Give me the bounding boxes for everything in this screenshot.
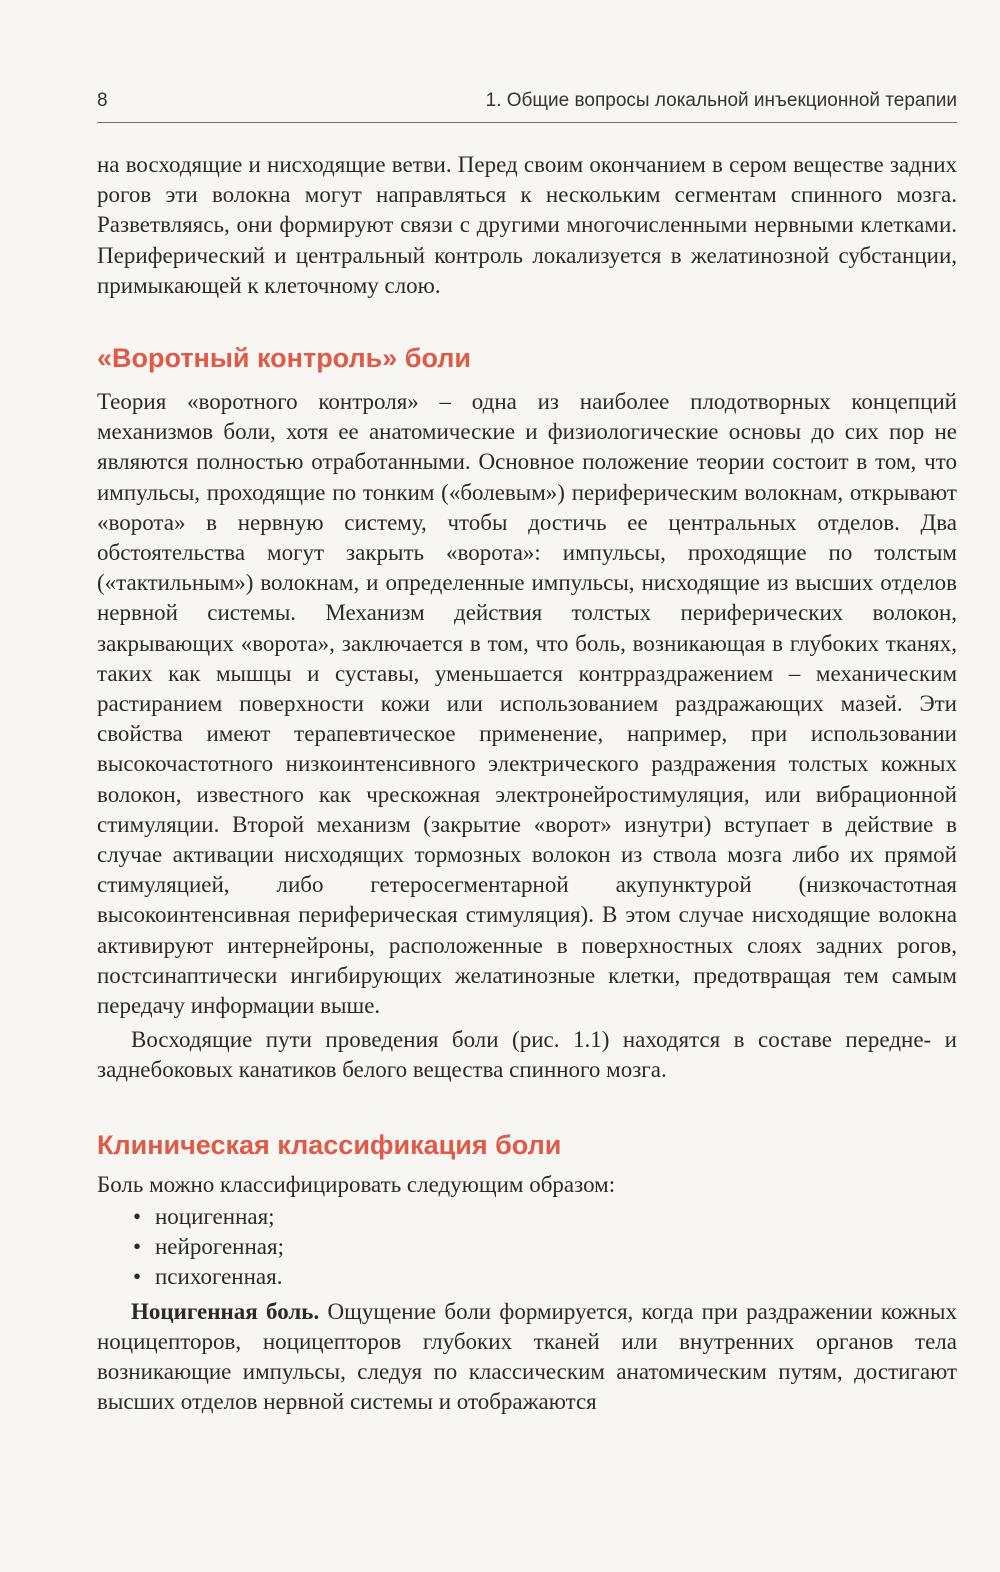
gate-control-paragraph: Теория «воротного контроля» – одна из наиболее плодотворных концепций механизмов боли, хотя ее анатомические и физиологические основы до сих пор не являются полностью отработанными. Основное положение теории состоит в том, что импульсы, проходящие по тонким («болевым») периферическим волокнам, открывают «ворота» в нервную систему, чтобы достичь ее центральных отделов. Два обстоятельства могут закрыть «ворота»: импульсы, проходящие по толстым («тактильным») волокнам, и определенные импульсы, нисходящие из высших отделов нервной системы. Механизм действия толстых периферических волокон, закрывающих «ворота», заключается в том, что боль, возникающая в глубоких тканях, таких как мышцы и суставы, уменьшается контрраздражением – механическим растиранием поверхности кожи или использованием раздражающих мазей. Эти свойства имеют терапевтическое применение, например, при использовании высокочастотного низкоинтенсивного электрического раздражения толстых кожных волокон, известного как чрескожная электронейростимуляция, или вибрационной стимуляции. Второй механизм (закрытие «ворот» изнутри) вступает в действие в случае активации нисходящих тормозных волокон из ствола мозга либо их прямой стимуляцией, либо гетеросегментарной акупунктурой (низкочастотная высокоинтенсивная периферическая стимуляция). В этом случае нисходящие волокна активируют интернейроны, расположенные в поверхностных слоях задних рогов, постсинаптически ингибирующих желатинозные клетки, предотвращая тем самым передачу информации выше. <box>97 389 957 1019</box>
page-header <box>97 86 957 123</box>
pain-types-list <box>97 1202 957 1293</box>
page-number: 8 <box>97 90 108 111</box>
list-item: • нейрогенная; <box>133 1232 957 1262</box>
term-nociceptive-pain: Ноцигенная боль. <box>131 1298 320 1324</box>
section-heading-classification: Клиническая классификация боли <box>97 1129 562 1160</box>
list-item: • психогенная. <box>133 1262 957 1292</box>
list-item: • ноцигенная; <box>133 1202 957 1232</box>
intro-paragraph: на восходящие и нисходящие ветви. Перед своим окончанием в сером веществе задних рогов эти волокна могут направляться к нескольким сегментам спинного мозга. Разветвляясь, они формируют связи с другими многочисленными нервными клетками. Периферический и центральный контроль локализуется в желатинозной субстанции, примыкающей к клеточному слою. <box>97 152 957 298</box>
nociceptive-pain-text: Ощущение боли формируется, когда при раздражении кожных ноцицепторов, ноцицепторов глубоких тканей или внутренних органов тела возникающие импульсы, следуя по классическим анатомическим путям, достигают высших отделов нервной системы и отображаются <box>97 1298 957 1415</box>
nociceptive-pain-paragraph <box>97 1297 957 1418</box>
ascending-pathways-paragraph: Восходящие пути проведения боли (рис. 1.1) находятся в составе передне- и заднебоковых канатиков белого вещества спинного мозга. <box>97 1027 957 1083</box>
page-body <box>97 150 957 1417</box>
section-heading-gate-control: «Воротный контроль» боли <box>97 343 472 374</box>
running-title: 1. Общие вопросы локальной инъекционной терапии <box>485 90 957 111</box>
classification-lead: Боль можно классифицировать следующим образом: <box>97 1171 616 1197</box>
